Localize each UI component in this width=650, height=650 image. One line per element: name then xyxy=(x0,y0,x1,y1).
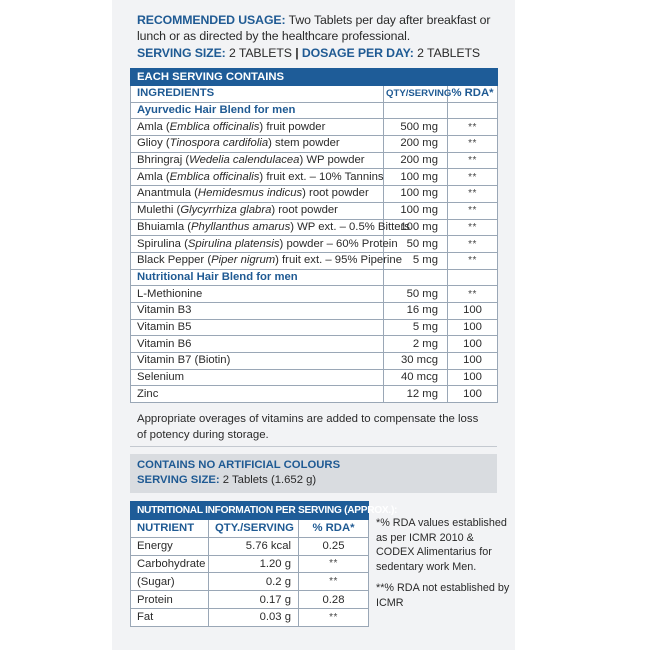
nutrient-name: Energy xyxy=(131,537,209,555)
table-row xyxy=(131,219,498,236)
ingredient-text: Vitamin B5 xyxy=(137,320,192,333)
ingredient-text-suffix: ) powder – 60% Protein xyxy=(279,237,398,250)
ingredient-rda: ** xyxy=(448,136,498,153)
ingredient-text: Glioy ( xyxy=(137,137,170,150)
serving-contents-table xyxy=(130,68,498,403)
table-row xyxy=(131,119,498,136)
qty-header: QTY/SERVING xyxy=(384,86,448,103)
rda-not-established-note: **% RDA not established by ICMR xyxy=(376,582,510,609)
table-row xyxy=(131,202,498,219)
ingredient-name xyxy=(131,186,384,203)
ingredient-text: Amla ( xyxy=(137,170,170,183)
ingredient-name xyxy=(131,236,398,253)
serving-size-value: 2 TABLETS xyxy=(225,46,292,60)
ingredient-latin: Glycyrrhiza glabra xyxy=(180,204,272,217)
table-row xyxy=(131,573,369,591)
ingredient-name xyxy=(131,136,384,153)
separator: | xyxy=(291,46,302,60)
nutrient-rda: ** xyxy=(299,555,369,573)
ingredient-qty: 100 mg xyxy=(384,219,448,236)
ingredient-latin: Tinospora cardifolia xyxy=(169,137,269,150)
table-row xyxy=(131,302,498,319)
dosage-value: 2 TABLETS xyxy=(413,46,481,60)
ingredient-rda: 100 xyxy=(448,302,498,319)
table-row xyxy=(131,336,498,353)
usage-label: RECOMMENDED USAGE: xyxy=(137,13,286,27)
ingredient-qty: 12 mg xyxy=(384,386,448,403)
ingredient-latin: Emblica officinalis xyxy=(169,120,260,133)
ingredient-qty: 100 mg xyxy=(384,169,448,186)
nutrition-table xyxy=(130,501,398,627)
ingredient-latin: Hemidesmus indicus xyxy=(197,187,303,200)
ingredient-qty: 100 mg xyxy=(384,202,448,219)
section-rda-cell xyxy=(448,269,498,286)
table-row xyxy=(131,555,369,573)
nutrient-rda: 0.28 xyxy=(299,591,369,609)
ingredient-text: Vitamin B3 xyxy=(137,304,192,317)
contains-serving-label: SERVING SIZE: xyxy=(137,474,220,486)
table-row xyxy=(131,136,498,153)
ingredient-text-suffix: ) root powder xyxy=(271,204,338,217)
ingredient-qty: 30 mcg xyxy=(384,353,448,370)
nutrition-title: NUTRITIONAL INFORMATION PER SERVING (APPROX.): xyxy=(131,502,369,520)
ingredient-text: Bhringraj ( xyxy=(137,154,190,167)
nutrient-header: NUTRIENT xyxy=(131,520,209,538)
table-row xyxy=(131,353,498,370)
table-row xyxy=(131,319,498,336)
ingredient-qty: 16 mg xyxy=(384,302,448,319)
nutrient-qty: 1.20 g xyxy=(209,555,299,573)
ingredient-latin: Phyllanthus amarus xyxy=(191,220,291,233)
ingredient-name xyxy=(131,202,384,219)
nutrient-name: Protein xyxy=(131,591,209,609)
ingredient-text: Bhuiamla ( xyxy=(137,220,191,233)
ingredient-rda: ** xyxy=(448,202,498,219)
rda-notes xyxy=(376,516,514,617)
serving-dosage-line xyxy=(137,46,480,60)
nutrition-rda-header: % RDA* xyxy=(299,520,369,538)
nutrient-rda: ** xyxy=(299,573,369,591)
section-qty-cell xyxy=(384,269,448,286)
ingredient-name xyxy=(131,386,384,403)
overage-note: Appropriate overages of vitamins are added to compensate the loss of potency during storage. xyxy=(137,413,479,441)
ingredient-text: Spirulina ( xyxy=(137,237,188,250)
table-row xyxy=(131,591,369,609)
ingredient-rda: 100 xyxy=(448,353,498,370)
ingredient-latin: Spirulina platensis xyxy=(187,237,280,250)
table-row xyxy=(131,252,498,269)
ingredient-text-suffix: ) fruit ext. – 10% Tannins xyxy=(259,170,384,183)
ingredient-text: Anantmula ( xyxy=(137,187,198,200)
column-header-row xyxy=(131,86,498,103)
ingredient-rda: 100 xyxy=(448,386,498,403)
contains-serving-value: 2 Tablets (1.652 g) xyxy=(219,474,317,486)
nutrient-qty: 0.03 g xyxy=(209,608,299,626)
ingredient-text: Mulethi ( xyxy=(137,204,181,217)
ingredient-rda: ** xyxy=(448,169,498,186)
ingredient-text: Vitamin B7 (Biotin) xyxy=(137,354,231,367)
table-row xyxy=(131,169,498,186)
ingredient-name xyxy=(131,336,384,353)
nutrient-rda: ** xyxy=(299,608,369,626)
nutrient-qty: 0.2 g xyxy=(209,573,299,591)
ingredient-text: Vitamin B6 xyxy=(137,337,192,350)
nutrition-qty-header: QTY./SERVING xyxy=(209,520,299,538)
ingredient-text: Selenium xyxy=(137,371,185,384)
ingredient-text-suffix: ) stem powder xyxy=(268,137,340,150)
ingredient-name xyxy=(131,369,384,386)
table-title-row xyxy=(131,69,498,86)
table-row xyxy=(131,369,498,386)
ingredient-name xyxy=(131,353,384,370)
table-row xyxy=(131,152,498,169)
nutrient-name: (Sugar) xyxy=(131,573,209,591)
nutrient-name: Carbohydrate xyxy=(131,555,209,573)
ingredient-qty: 50 mg xyxy=(384,286,448,303)
ingredient-name xyxy=(131,152,384,169)
ingredient-latin: Emblica officinalis xyxy=(169,170,260,183)
rda-established-note: *% RDA values established as per ICMR 2010 & CODEX Alimentarius for sedentary work Men. xyxy=(376,517,507,573)
recommended-usage xyxy=(137,12,507,44)
ingredient-text: Zinc xyxy=(137,387,159,400)
table-row xyxy=(131,537,369,555)
section-header-row xyxy=(131,102,498,119)
ingredient-name xyxy=(131,302,384,319)
ingredient-text-suffix: ) WP powder xyxy=(299,154,365,167)
contains-box xyxy=(130,454,497,493)
ingredient-rda: ** xyxy=(448,236,498,253)
table-row xyxy=(131,286,498,303)
ingredients-header: INGREDIENTS xyxy=(131,86,384,103)
nutrient-qty: 5.76 kcal xyxy=(209,537,299,555)
nutrient-name: Fat xyxy=(131,608,209,626)
section-title: Nutritional Hair Blend for men xyxy=(131,269,384,286)
ingredient-qty: 200 mg xyxy=(384,136,448,153)
rda-header: % RDA* xyxy=(448,86,498,103)
ingredient-text-suffix: ) fruit powder xyxy=(259,120,326,133)
ingredient-rda: 100 xyxy=(448,369,498,386)
ingredient-name xyxy=(131,219,410,236)
table-row xyxy=(131,386,498,403)
section-title: Ayurvedic Hair Blend for men xyxy=(131,102,384,119)
ingredient-latin: Wedelia calendulacea xyxy=(189,154,300,167)
ingredient-text-suffix: ) root powder xyxy=(302,187,369,200)
ingredient-rda: ** xyxy=(448,119,498,136)
ingredient-latin: Piper nigrum xyxy=(211,254,276,267)
section-header-row xyxy=(131,269,498,286)
nutrition-title-row xyxy=(131,502,369,520)
ingredient-rda: ** xyxy=(448,152,498,169)
table-row xyxy=(131,608,369,626)
nutrient-rda: 0.25 xyxy=(299,537,369,555)
ingredient-rda: ** xyxy=(448,186,498,203)
ingredient-name xyxy=(131,119,384,136)
section-rda-cell xyxy=(448,102,498,119)
ingredient-name xyxy=(131,252,402,269)
ingredient-name xyxy=(131,286,384,303)
ingredient-qty: 5 mg xyxy=(384,252,448,269)
ingredient-text-suffix: ) WP ext. – 0.5% Bitters xyxy=(290,220,410,233)
ingredient-qty: 200 mg xyxy=(384,152,448,169)
ingredient-rda: ** xyxy=(448,252,498,269)
ingredient-qty: 2 mg xyxy=(384,336,448,353)
ingredient-qty: 500 mg xyxy=(384,119,448,136)
table-row xyxy=(131,236,498,253)
ingredient-qty: 100 mg xyxy=(384,186,448,203)
ingredient-name xyxy=(131,319,384,336)
dosage-label: DOSAGE PER DAY: xyxy=(301,46,414,60)
ingredient-text: L-Methionine xyxy=(137,287,203,300)
nutrient-qty: 0.17 g xyxy=(209,591,299,609)
usage-text: Two Tablets per day after breakfast or lunch or as directed by the healthcare professional. xyxy=(137,13,491,43)
nutrition-header-row xyxy=(131,520,369,538)
ingredient-text: Black Pepper ( xyxy=(137,254,212,267)
ingredient-rda: 100 xyxy=(448,336,498,353)
divider xyxy=(130,446,497,447)
table-title: EACH SERVING CONTAINS xyxy=(131,69,498,86)
serving-size-label: SERVING SIZE: xyxy=(137,46,226,60)
section-qty-cell xyxy=(384,102,448,119)
ingredient-qty: 50 mg xyxy=(384,236,448,253)
table-row xyxy=(131,186,498,203)
no-colours-text: CONTAINS NO ARTIFICIAL COLOURS xyxy=(137,459,341,471)
ingredient-text: Amla ( xyxy=(137,120,170,133)
ingredient-rda: ** xyxy=(448,219,498,236)
ingredient-name xyxy=(131,169,384,186)
ingredient-qty: 5 mg xyxy=(384,319,448,336)
ingredient-rda: ** xyxy=(448,286,498,303)
ingredient-qty: 40 mcg xyxy=(384,369,448,386)
ingredient-rda: 100 xyxy=(448,319,498,336)
ingredient-text-suffix: ) fruit ext. – 95% Piperine xyxy=(275,254,402,267)
